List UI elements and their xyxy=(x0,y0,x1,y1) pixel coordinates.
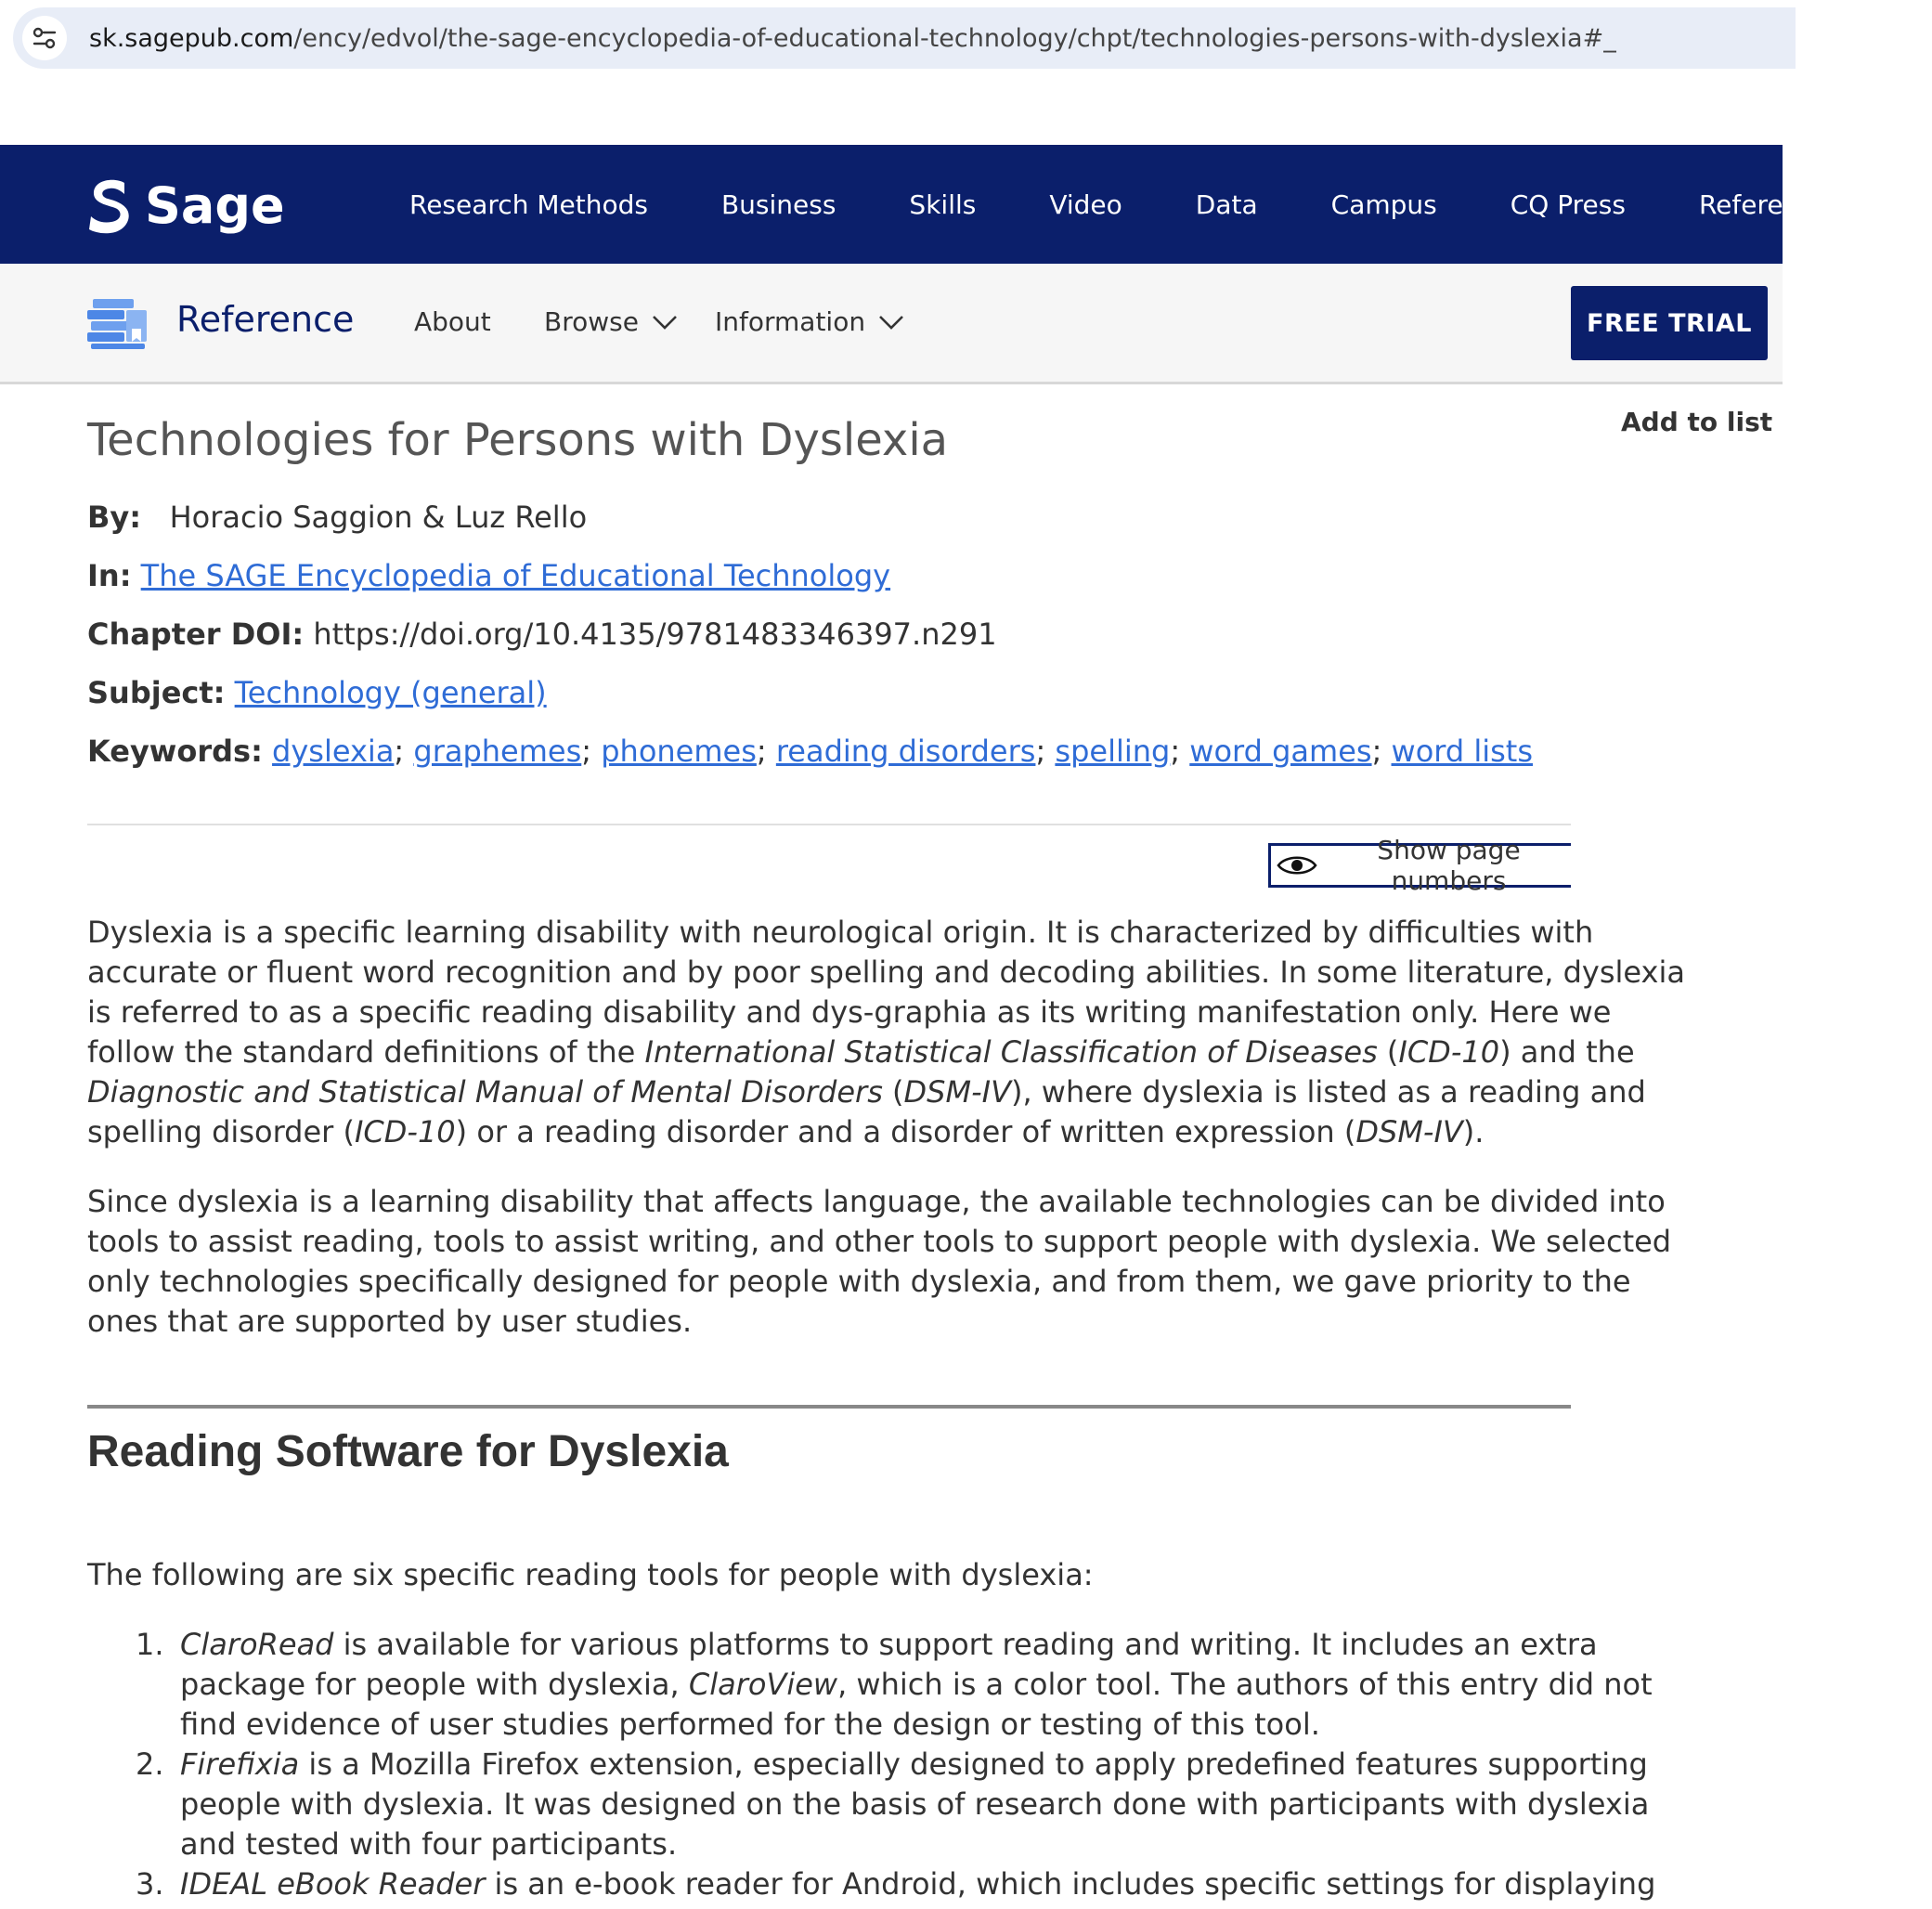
nav-research-methods[interactable]: Research Methods xyxy=(409,188,648,220)
list-number: 2. xyxy=(136,1747,164,1782)
keyword-link[interactable]: word games xyxy=(1189,734,1372,769)
text-line: Since dyslexia is a learning disability that affects language, the available technologies can be divided into xyxy=(87,1184,1666,1219)
section-heading: Reading Software for Dyslexia xyxy=(87,1427,729,1476)
about-link[interactable]: About xyxy=(414,306,491,337)
list-intro-paragraph xyxy=(87,1555,1573,1595)
list-number: 1. xyxy=(136,1627,164,1662)
keyword-link[interactable]: graphemes xyxy=(413,734,582,769)
keyword-link[interactable]: spelling xyxy=(1055,734,1171,769)
browse-dropdown[interactable]: Browse xyxy=(544,306,678,337)
reference-books-icon[interactable] xyxy=(87,297,149,351)
text-line: ones that are supported by user studies. xyxy=(87,1304,693,1339)
subject-row xyxy=(87,675,547,710)
text-line: spelling disorder (ICD-10) or a reading disorder and a disorder of written expression (DSM-IV). xyxy=(87,1114,1485,1149)
information-dropdown[interactable]: Information xyxy=(715,306,904,337)
list-item xyxy=(87,1625,1653,1745)
sage-s-logo-icon xyxy=(87,177,130,235)
nav-business[interactable]: Business xyxy=(720,188,836,220)
nav-video[interactable]: Video xyxy=(1049,188,1122,220)
text-line: Firefixia is a Mozilla Firefox extension, especially designed to apply predefined features supporting xyxy=(180,1747,1648,1782)
text-line: and tested with four participants. xyxy=(180,1826,678,1862)
nav-cq-press[interactable]: CQ Press xyxy=(1510,188,1626,220)
sage-logo[interactable] xyxy=(87,176,285,235)
intro-paragraph xyxy=(87,913,1685,1152)
text-line: accurate or fluent word recognition and by poor spelling and decoding abilities. In some literature, dyslexia xyxy=(87,954,1685,990)
article-title: Technologies for Persons with Dyslexia xyxy=(87,414,949,466)
reference-subnav xyxy=(0,264,1783,384)
text-line: package for people with dyslexia, ClaroView, which is a color tool. The authors of this entry did not xyxy=(180,1667,1653,1702)
text-line: IDEAL eBook Reader is an e-book reader for Android, which includes specific settings for displaying xyxy=(180,1866,1656,1902)
list-item xyxy=(87,1745,1650,1864)
section-divider xyxy=(87,1405,1571,1409)
keyword-link[interactable]: reading disorders xyxy=(775,734,1036,769)
nav-data[interactable]: Data xyxy=(1195,188,1258,220)
text-line: is referred to as a specific reading disability and dys-graphia as its writing manifestation only. Here we xyxy=(87,994,1612,1030)
nav-skills[interactable]: Skills xyxy=(909,188,977,220)
sage-top-nav xyxy=(0,145,1859,264)
list-item xyxy=(87,1864,1656,1904)
reading-tools-list xyxy=(87,1625,1656,1904)
free-trial-button[interactable]: FREE TRIAL xyxy=(1571,286,1768,360)
text-line: follow the standard definitions of the International Statistical Classification of Diseases (ICD-10) and the xyxy=(87,1034,1635,1070)
keywords-row: Keywords: dyslexia; graphemes; phonemes; reading disorders; spelling; word games; word lists xyxy=(87,734,1534,769)
keyword-link[interactable]: word lists xyxy=(1391,734,1534,769)
text-line: tools to assist reading, tools to assist writing, and other tools to support people with dyslexia. We selected xyxy=(87,1224,1672,1259)
show-page-numbers-label: Show page numbers xyxy=(1377,835,1521,896)
url-text[interactable]: sk.sagepub.com/ency/edvol/the-sage-encyclopedia-of-educational-technology/chpt/technologies-persons-with-dyslexia#_ xyxy=(89,23,1616,53)
doi-row xyxy=(87,617,997,652)
keywords-label: Keywords: xyxy=(87,734,263,769)
keyword-link[interactable]: phonemes xyxy=(601,734,757,769)
show-page-numbers-button[interactable] xyxy=(1268,835,1571,896)
text-line: Dyslexia is a specific learning disability with neurological origin. It is characterized by difficulties with xyxy=(87,915,1594,950)
doi-label: Chapter DOI: xyxy=(87,617,305,652)
by-label: By: xyxy=(87,500,142,535)
list-number: 3. xyxy=(136,1866,164,1902)
address-bar[interactable] xyxy=(13,7,1796,69)
meta-divider xyxy=(87,824,1571,825)
browser-toolbar xyxy=(0,0,1783,145)
in-label: In: xyxy=(87,558,132,593)
nav-campus[interactable]: Campus xyxy=(1330,188,1437,220)
chevron-down-icon xyxy=(878,314,904,331)
reference-title[interactable]: Reference xyxy=(176,299,355,340)
text-line: The following are six specific reading tools for people with dyslexia: xyxy=(87,1557,1094,1592)
site-settings-icon[interactable] xyxy=(22,16,67,60)
doi-value: https://doi.org/10.4135/9781483346397.n291 xyxy=(313,617,997,652)
text-line: Diagnostic and Statistical Manual of Mental Disorders (DSM-IV), where dyslexia is listed as a reading and xyxy=(87,1074,1646,1110)
eye-icon xyxy=(1277,853,1317,877)
authors-row xyxy=(87,500,587,535)
sage-nav-items xyxy=(409,145,1932,264)
in-row xyxy=(87,558,890,593)
text-line: people with dyslexia. It was designed on the basis of research done with participants with dyslexia xyxy=(180,1786,1650,1822)
subject-link[interactable]: Technology (general) xyxy=(234,675,547,710)
text-line: find evidence of user studies performed for the design or testing of this tool. xyxy=(180,1707,1320,1742)
add-to-list-button[interactable]: Add to list xyxy=(1621,407,1773,437)
subject-label: Subject: xyxy=(87,675,226,710)
authors-value: Horacio Saggion & Luz Rello xyxy=(169,500,588,535)
nav-reference[interactable]: Reference & xyxy=(1698,188,1859,220)
second-paragraph xyxy=(87,1182,1672,1342)
text-line: ClaroRead is available for various platforms to support reading and writing. It includes an extra xyxy=(180,1627,1598,1662)
sage-logo-text: Sage xyxy=(145,176,285,235)
encyclopedia-link[interactable]: The SAGE Encyclopedia of Educational Technology xyxy=(140,558,891,593)
keyword-link[interactable]: dyslexia xyxy=(272,734,395,769)
text-line: only technologies specifically designed for people with dyslexia, and from them, we gave priority to the xyxy=(87,1264,1631,1299)
chevron-down-icon xyxy=(652,314,678,331)
